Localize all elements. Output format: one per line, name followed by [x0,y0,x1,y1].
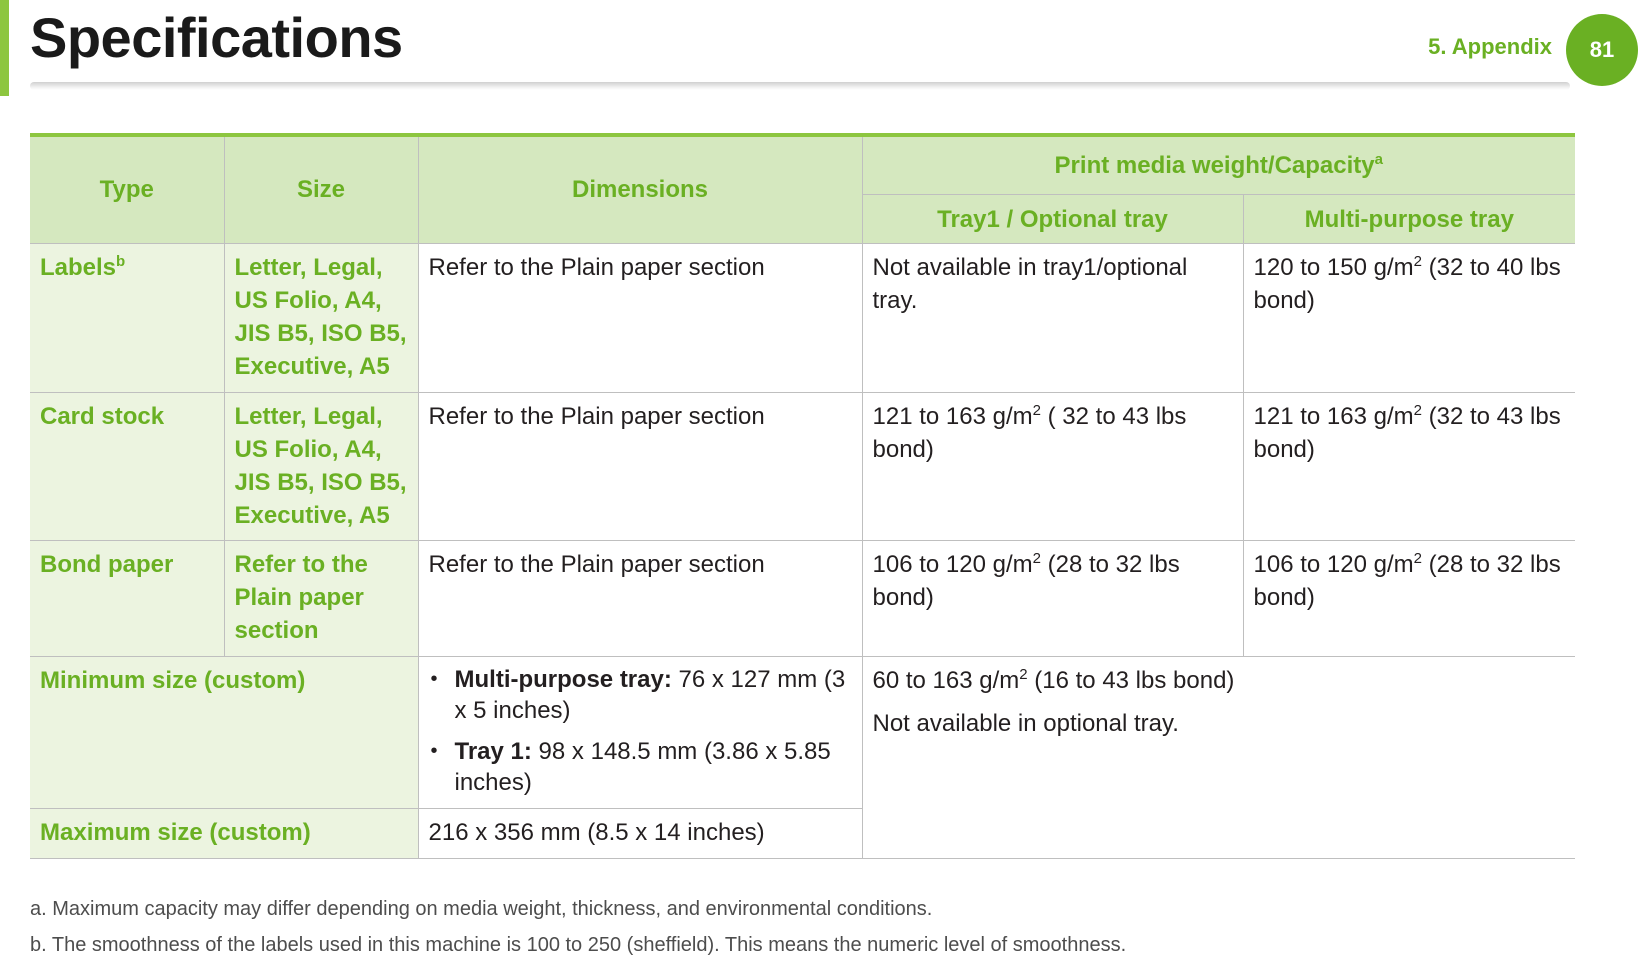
dimensions-cell: Refer to the Plain paper section [418,244,862,393]
list-item [455,664,852,726]
tray1-cell [862,541,1243,657]
header-tray1: Tray1 / Optional tray [862,195,1243,244]
header-weight-capacity-text: Print media weight/Capacity [1054,151,1375,179]
min-size-dimensions [418,657,862,809]
mp-weight: 120 to 150 g/m [1253,254,1414,281]
table-row [30,393,1575,541]
custom-weight-bond: (16 to 43 lbs bond) [1027,667,1235,694]
mp-weight: 106 to 120 g/m [1253,551,1414,578]
mp-tray-cell [1243,244,1575,393]
unit-exponent: 2 [1019,666,1028,683]
size-cell: Refer to the Plain paper section [224,541,418,657]
footnote-a: a. Maximum capacity may differ depending on media weight, thickness, and environmental conditions. [30,898,933,920]
footnote-b: b. The smoothness of the labels used in this machine is 100 to 250 (sheffield). This means the numeric level of smoothness. [30,934,1127,956]
list-item-label: Tray 1: [454,738,532,765]
mp-tray-cell [1243,541,1575,657]
mp-weight-bond: (28 to 32 lbs bond) [1253,551,1561,611]
unit-exponent: 2 [1413,402,1422,419]
mp-tray-cell [1243,393,1575,541]
unit-exponent: 2 [1032,402,1041,419]
table-row [30,657,1575,809]
list-item-value: 98 x 148.5 mm (3.86 x 5.85 inches) [454,738,831,796]
section-label: 5. Appendix [1428,34,1552,59]
table-row [30,541,1575,657]
size-cell: Letter, Legal, US Folio, A4, JIS B5, ISO B5, Executive, A5 [224,393,418,541]
max-size-dimensions: 216 x 356 mm (8.5 x 14 inches) [418,809,862,859]
mp-weight-bond: (32 to 40 lbs bond) [1253,254,1561,314]
list-item-label: Multi-purpose tray: [454,666,672,693]
accent-bar [0,0,9,96]
header-divider [30,82,1570,90]
unit-exponent: 2 [1413,550,1422,567]
header-dimensions: Dimensions [418,135,862,244]
type-labels: Labels [40,254,117,281]
header-type: Type [30,135,224,244]
custom-weight-note: Not available in optional tray. [872,710,1179,737]
mp-weight-bond: (32 to 43 lbs bond) [1253,403,1561,463]
type-cell: Card stock [30,393,224,541]
header-size: Size [224,135,418,244]
mp-weight: 121 to 163 g/m [1253,403,1414,430]
size-cell: Letter, Legal, US Folio, A4, JIS B5, ISO B5, Executive, A5 [224,244,418,393]
page-number-badge: 81 [1566,14,1638,86]
list-item-value: 76 x 127 mm (3 x 5 inches) [454,666,846,724]
page-title: Specifications [30,6,403,69]
footnote-ref-a: a [1374,150,1383,168]
max-size-label: Maximum size (custom) [30,809,418,859]
tray1-cell [862,393,1243,541]
dimensions-cell: Refer to the Plain paper section [418,541,862,657]
custom-size-weight-cell [862,657,1575,859]
tray1-weight-bond: ( 32 to 43 lbs bond) [872,403,1187,463]
list-item [455,736,852,798]
custom-weight-value: 60 to 163 g/m [872,667,1020,694]
dimensions-cell: Refer to the Plain paper section [418,393,862,541]
custom-weight [873,664,1566,697]
header-weight-capacity [862,135,1575,195]
table-row [30,244,1575,393]
unit-exponent: 2 [1032,550,1041,567]
tray1-weight: 106 to 120 g/m [872,551,1033,578]
type-cell: Bond paper [30,541,224,657]
specifications-table [30,133,1575,859]
tray1-cell: Not available in tray1/optional tray. [862,244,1243,393]
type-cell [30,244,224,393]
tray1-weight: 121 to 163 g/m [872,403,1033,430]
unit-exponent: 2 [1413,253,1422,270]
footnote-ref-b: b [116,253,126,270]
tray1-weight-bond: (28 to 32 lbs bond) [872,551,1180,611]
header-mp-tray: Multi-purpose tray [1243,195,1575,244]
min-size-label: Minimum size (custom) [30,657,418,809]
